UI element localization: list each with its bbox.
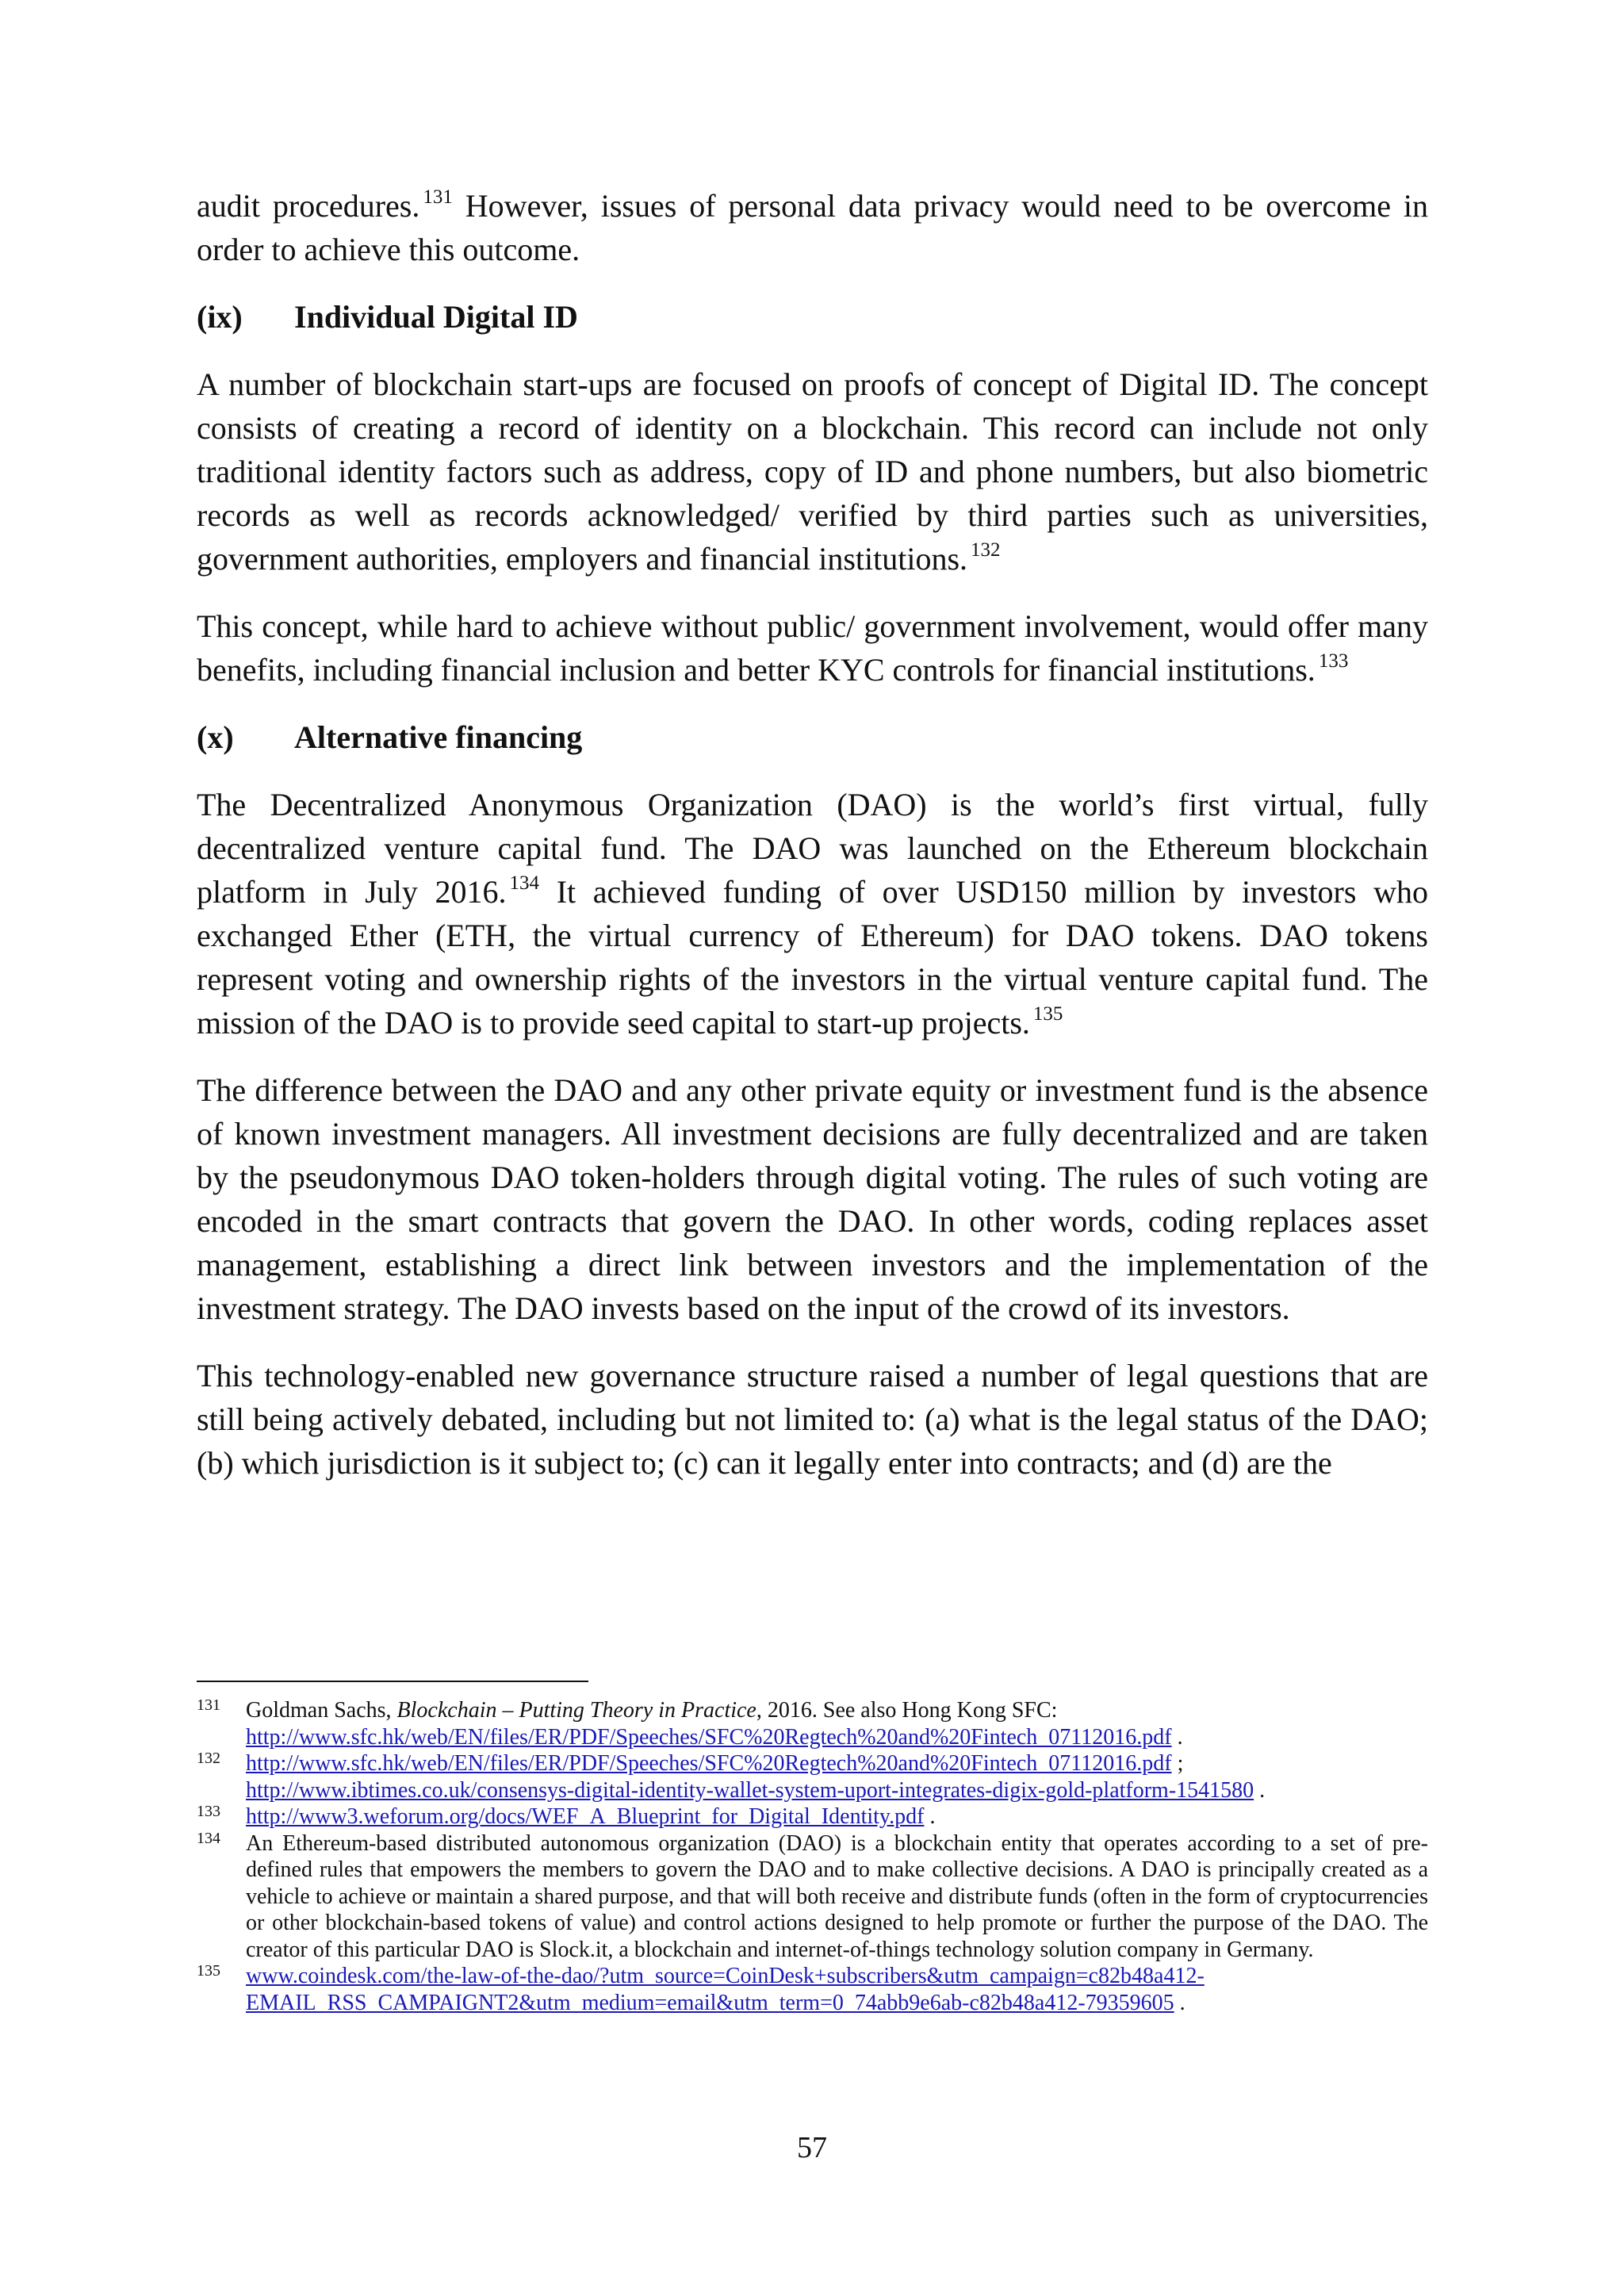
page-number: 57 bbox=[797, 2131, 827, 2164]
footnote-131: 131 Goldman Sachs, Blockchain – Putting Theory in Practice, 2016. See also Hong Kong SFC: http://www.sfc.hk/web/EN/files/ER/PDF/Speeches/SFC%20Regtech%20and%20Fintech_07112016.pdf . bbox=[197, 1697, 1428, 1750]
footnote-ref-134[interactable]: 134 bbox=[509, 872, 540, 894]
footnote-number: 133 bbox=[197, 1803, 220, 1820]
footnote-link[interactable]: http://www.sfc.hk/web/EN/files/ER/PDF/Speeches/SFC%20Regtech%20and%20Fintech_07112016.pdf bbox=[246, 1724, 1172, 1750]
footnote-134 bbox=[197, 1830, 1428, 1964]
section-number: (x) bbox=[197, 719, 234, 755]
section-title: Alternative financing bbox=[294, 719, 583, 755]
paragraph-dao-intro: The Decentralized Anonymous Organization (DAO) is the world’s first virtual, fully decentralized venture capital fund. The DAO was launched on the Ethereum blockchain platform in July 2016. $^{134}$ It achieved funding of over USD150 million by investors who exchanged Ether (ETH, the virtual currency of Ethereum) for DAO tokens. DAO tokens represent voting and ownership rights of the investors in the virtual venture capital fund. The mission of the DAO is to provide seed capital to start-up projects. $^{135}$ bbox=[197, 787, 1428, 1041]
footnote-133: 133 http://www3.weforum.org/docs/WEF_A_Blueprint_for_Digital_Identity.pdf . bbox=[197, 1803, 1428, 1830]
footnote-separator bbox=[197, 1681, 588, 1682]
paragraph-dao-governance: This technology-enabled new governance structure raised a number of legal questions that are still being actively debated, including but not limited to: (a) what is the legal status of the DAO; (b) which jurisdiction is it subject to; (c) can it legally enter into contracts; and (d) are the bbox=[197, 1358, 1428, 1481]
section-number: (ix) bbox=[197, 299, 243, 335]
footnote-number: 132 bbox=[197, 1750, 220, 1767]
footnote-link[interactable]: www.coindesk.com/the-law-of-the-dao/?utm_source=CoinDesk+subscribers&utm_campaign=c82b48a412- bbox=[246, 1964, 1205, 1988]
paragraph-audit-procedures: audit procedures. $^{131}$ However, issues of personal data privacy would need to be overcome in order to achieve this outcome. bbox=[197, 186, 1429, 267]
footnote-135: 135 www.coindesk.com/the-law-of-the-dao/?utm_source=CoinDesk+subscribers&utm_campaign=c82b48a412- EMAIL_RSS_CAMPAIGNT2&utm_medium=email&utm_term=0_74abb9e6ab-c82b48a412-79359605 . bbox=[197, 1963, 1428, 2016]
body-text bbox=[197, 184, 1428, 1485]
section-heading-alternative-financing bbox=[197, 715, 1428, 759]
footnote-ref-133[interactable]: 133 bbox=[1318, 650, 1349, 672]
footnotes bbox=[197, 1697, 1428, 2016]
section-heading-individual-digital-id bbox=[197, 295, 1428, 339]
footnote-ref-131[interactable]: 131 bbox=[423, 186, 453, 208]
cited-title: Blockchain – Putting Theory in Practice bbox=[396, 1698, 756, 1723]
footnote-text: An Ethereum-based distributed autonomous organization (DAO) is a blockchain entity that operates according to a set of pre-defined rules that empowers the members to govern the DAO and to make collective decisions. A DAO is principally created as a vehicle to achieve or maintain a shared purpose, and that will both receive and distribute funds (often in the form of cryptocurrencies or other blockchain-based tokens of value) and control actions designed to help promote or further the purpose of the DAO. The creator of this particular DAO is Slock.it, a blockchain and internet-of-things technology solution company in Germany. bbox=[246, 1830, 1428, 1962]
footnote-ref-135[interactable]: 135 bbox=[1032, 1003, 1063, 1025]
footnote-link[interactable]: EMAIL_RSS_CAMPAIGNT2&utm_medium=email&utm_term=0_74abb9e6ab-c82b48a412-79359605 bbox=[246, 1990, 1174, 2015]
footnote-link[interactable]: http://www.ibtimes.co.uk/consensys-digital-identity-wallet-system-uport-integrates-digix-gold-platform-1541580 bbox=[246, 1777, 1254, 1803]
footnote-link[interactable]: http://www.sfc.hk/web/EN/files/ER/PDF/Speeches/SFC%20Regtech%20and%20Fintech_07112016.pdf bbox=[246, 1751, 1172, 1776]
footnote-number: 134 bbox=[197, 1829, 220, 1847]
footnote-ref-132[interactable]: 132 bbox=[971, 539, 1001, 561]
paragraph-digital-id: A number of blockchain start-ups are focused on proofs of concept of Digital ID. The concept consists of creating a record of identity on a blockchain. This record can include not only traditional identity factors such as address, copy of ID and phone numbers, but also biometric records as well as records acknowledged/ verified by third parties such as universities, government authorities, employers and financial institutions. $^{132}$ bbox=[197, 366, 1428, 577]
paragraph-digital-id-benefits: This concept, while hard to achieve without public/ government involvement, would offer many benefits, including financial inclusion and better KYC controls for financial institutions. $^{133}$ bbox=[197, 608, 1428, 688]
footnote-link[interactable]: http://www3.weforum.org/docs/WEF_A_Blueprint_for_Digital_Identity.pdf bbox=[246, 1804, 925, 1829]
footnote-132: 132 http://www.sfc.hk/web/EN/files/ER/PDF/Speeches/SFC%20Regtech%20and%20Fintech_07112016.pdf ; http://www.ibtimes.co.uk/consensys-digital-identity-wallet-system-uport-integrates-digix-gold-platform-1541580 . bbox=[197, 1750, 1428, 1803]
section-title: Individual Digital ID bbox=[294, 299, 578, 335]
footnote-number: 135 bbox=[197, 1962, 220, 1980]
footnote-number: 131 bbox=[197, 1696, 220, 1714]
paragraph-dao-difference: The difference between the DAO and any other private equity or investment fund is the absence of known investment managers. All investment decisions are fully decentralized and are taken by the pseudonymous DAO token-holders through digital voting. The rules of such voting are encoded in the smart contracts that govern the DAO. In other words, coding replaces asset management, establishing a direct link between investors and the implementation of the investment strategy. The DAO invests based on the input of the crowd of its investors. bbox=[197, 1072, 1428, 1326]
